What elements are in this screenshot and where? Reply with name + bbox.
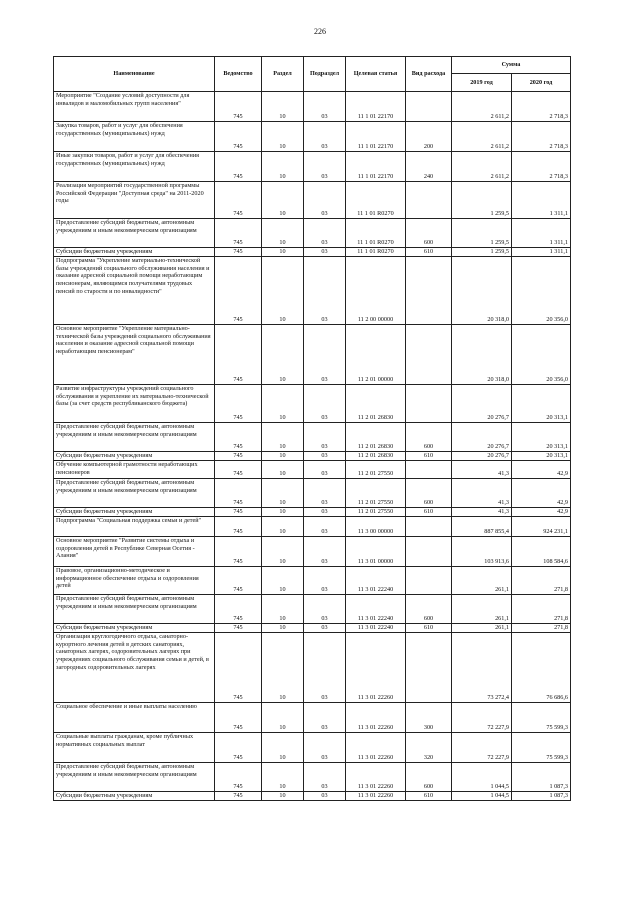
header-name: Наименование	[54, 57, 215, 92]
row-section: 10	[262, 152, 304, 182]
header-dept: Ведомство	[215, 57, 262, 92]
row-exp-type	[406, 257, 452, 325]
row-value-2020: 42,9	[512, 508, 571, 517]
row-dept: 745	[215, 479, 262, 508]
row-exp-type	[406, 182, 452, 219]
row-section: 10	[262, 633, 304, 703]
row-value-2020: 20 313,1	[512, 423, 571, 452]
table-row	[54, 461, 571, 479]
row-section: 10	[262, 517, 304, 537]
row-target: 11 3 01 22260	[346, 703, 406, 733]
row-exp-type: 600	[406, 423, 452, 452]
row-target: 11 1 01 22170	[346, 122, 406, 152]
row-name: Основное мероприятие "Развитие системы отдыха и оздоровления детей в Республике Северная Осетия - Алания"	[54, 537, 215, 567]
row-target: 11 1 01 22170	[346, 152, 406, 182]
row-exp-type: 610	[406, 452, 452, 461]
row-value-2020: 108 584,6	[512, 537, 571, 567]
row-section: 10	[262, 703, 304, 733]
row-value-2020: 75 599,3	[512, 733, 571, 763]
row-name: Субсидии бюджетным учреждениям	[54, 508, 215, 517]
row-name: Социальное обеспечение и иные выплаты населению	[54, 703, 215, 733]
row-dept: 745	[215, 567, 262, 595]
row-dept: 745	[215, 703, 262, 733]
row-dept: 745	[215, 257, 262, 325]
row-name: Предоставление субсидий бюджетным, автономным учреждениям и иным некоммерческим организациям	[54, 219, 215, 248]
row-section: 10	[262, 452, 304, 461]
row-target: 11 2 01 26830	[346, 452, 406, 461]
row-value-2020: 1 311,1	[512, 182, 571, 219]
row-value-2020: 271,8	[512, 567, 571, 595]
row-section: 10	[262, 248, 304, 257]
row-subsection: 03	[304, 733, 346, 763]
row-value-2020: 20 313,1	[512, 385, 571, 423]
row-subsection: 03	[304, 508, 346, 517]
row-value-2020: 42,9	[512, 461, 571, 479]
row-subsection: 03	[304, 537, 346, 567]
row-subsection: 03	[304, 92, 346, 122]
table-row	[54, 595, 571, 624]
row-target: 11 1 01 R0270	[346, 248, 406, 257]
table-row	[54, 182, 571, 219]
row-section: 10	[262, 325, 304, 385]
table-row	[54, 763, 571, 792]
row-dept: 745	[215, 508, 262, 517]
row-name: Подпрограмма "Социальная поддержка семьи и детей"	[54, 517, 215, 537]
row-value-2020: 75 599,3	[512, 703, 571, 733]
row-exp-type: 600	[406, 763, 452, 792]
page-number: 226	[314, 27, 326, 36]
row-section: 10	[262, 537, 304, 567]
row-value-2020: 1 087,3	[512, 763, 571, 792]
row-exp-type: 600	[406, 595, 452, 624]
row-target: 11 1 01 R0270	[346, 182, 406, 219]
row-dept: 745	[215, 92, 262, 122]
table-row	[54, 219, 571, 248]
row-value-2019: 41,3	[452, 461, 512, 479]
table-row	[54, 733, 571, 763]
row-exp-type	[406, 537, 452, 567]
row-subsection: 03	[304, 567, 346, 595]
row-name: Развитие инфраструктуры учреждений социального обслуживания и укрепление их материально-технической базы (за счет средств республиканского бюджета)	[54, 385, 215, 423]
row-target: 11 3 01 22260	[346, 763, 406, 792]
row-dept: 745	[215, 633, 262, 703]
row-exp-type: 610	[406, 624, 452, 633]
row-value-2020: 1 311,1	[512, 219, 571, 248]
row-target: 11 3 01 22260	[346, 733, 406, 763]
row-value-2019: 20 276,7	[452, 452, 512, 461]
table-row	[54, 567, 571, 595]
row-value-2020: 20 356,0	[512, 325, 571, 385]
row-target: 11 2 01 27550	[346, 479, 406, 508]
row-subsection: 03	[304, 633, 346, 703]
row-subsection: 03	[304, 219, 346, 248]
row-exp-type: 300	[406, 703, 452, 733]
row-subsection: 03	[304, 385, 346, 423]
row-subsection: 03	[304, 479, 346, 508]
row-value-2019: 1 259,5	[452, 182, 512, 219]
row-value-2019: 887 855,4	[452, 517, 512, 537]
row-value-2020: 20 356,0	[512, 257, 571, 325]
table-row	[54, 248, 571, 257]
table-row	[54, 452, 571, 461]
row-dept: 745	[215, 537, 262, 567]
row-dept: 745	[215, 733, 262, 763]
row-dept: 745	[215, 624, 262, 633]
row-subsection: 03	[304, 452, 346, 461]
row-target: 11 2 01 26830	[346, 423, 406, 452]
row-target: 11 2 01 27550	[346, 461, 406, 479]
table-row	[54, 92, 571, 122]
row-target: 11 3 01 22240	[346, 567, 406, 595]
row-name: Правовое, организационно-методическое и информационное обеспечение отдыха и оздоровления детей	[54, 567, 215, 595]
row-value-2019: 20 276,7	[452, 385, 512, 423]
row-value-2019: 20 276,7	[452, 423, 512, 452]
row-exp-type: 600	[406, 479, 452, 508]
table-row	[54, 508, 571, 517]
row-value-2019: 1 044,5	[452, 792, 512, 801]
row-value-2020: 1 311,1	[512, 248, 571, 257]
row-dept: 745	[215, 423, 262, 452]
row-name: Предоставление субсидий бюджетным, автономным учреждениям и иным некоммерческим организациям	[54, 595, 215, 624]
row-dept: 745	[215, 122, 262, 152]
row-value-2019: 261,1	[452, 624, 512, 633]
table-row	[54, 792, 571, 801]
row-target: 11 3 00 00000	[346, 517, 406, 537]
row-subsection: 03	[304, 248, 346, 257]
row-name: Социальные выплаты гражданам, кроме публичных нормативных социальных выплат	[54, 733, 215, 763]
row-dept: 745	[215, 517, 262, 537]
row-exp-type: 200	[406, 122, 452, 152]
row-name: Субсидии бюджетным учреждениям	[54, 452, 215, 461]
row-section: 10	[262, 792, 304, 801]
row-value-2019: 261,1	[452, 567, 512, 595]
row-value-2020: 924 231,1	[512, 517, 571, 537]
row-name: Реализация мероприятий государственной программы Российской Федерации "Доступная среда" на 2011-2020 годы	[54, 182, 215, 219]
row-section: 10	[262, 257, 304, 325]
row-section: 10	[262, 567, 304, 595]
row-dept: 745	[215, 219, 262, 248]
row-target: 11 1 01 22170	[346, 92, 406, 122]
row-name: Предоставление субсидий бюджетным, автономным учреждениям и иным некоммерческим организациям	[54, 763, 215, 792]
row-exp-type	[406, 461, 452, 479]
header-subsection: Подраздел	[304, 57, 346, 92]
row-value-2019: 73 272,4	[452, 633, 512, 703]
row-subsection: 03	[304, 763, 346, 792]
row-value-2019: 72 227,9	[452, 703, 512, 733]
table-row	[54, 624, 571, 633]
row-name: Подпрограмма "Укрепление материально-технической базы учреждений социального обслуживания населения и оказание адресной социальной помощи неработающим пенсионерам, являющимся получателями трудовых пенсий по старости и по инвалидности"	[54, 257, 215, 325]
row-value-2020: 271,8	[512, 595, 571, 624]
row-name: Субсидии бюджетным учреждениям	[54, 248, 215, 257]
row-value-2019: 72 227,9	[452, 733, 512, 763]
row-dept: 745	[215, 792, 262, 801]
header-sum: Сумма	[452, 57, 571, 74]
row-section: 10	[262, 92, 304, 122]
row-name: Иные закупки товаров, работ и услуг для обеспечения государственных (муниципальных) нужд	[54, 152, 215, 182]
row-exp-type	[406, 92, 452, 122]
row-subsection: 03	[304, 703, 346, 733]
row-value-2019: 20 318,0	[452, 257, 512, 325]
row-section: 10	[262, 461, 304, 479]
table-row	[54, 479, 571, 508]
header-2019: 2019 год	[452, 74, 512, 92]
table-row	[54, 385, 571, 423]
row-subsection: 03	[304, 461, 346, 479]
table-row	[54, 633, 571, 703]
row-value-2020: 271,8	[512, 624, 571, 633]
row-value-2019: 1 044,5	[452, 763, 512, 792]
row-exp-type	[406, 385, 452, 423]
row-subsection: 03	[304, 517, 346, 537]
row-exp-type	[406, 517, 452, 537]
row-subsection: 03	[304, 182, 346, 219]
row-dept: 745	[215, 248, 262, 257]
row-dept: 745	[215, 763, 262, 792]
row-dept: 745	[215, 452, 262, 461]
row-dept: 745	[215, 461, 262, 479]
table-row	[54, 537, 571, 567]
row-value-2019: 103 913,6	[452, 537, 512, 567]
row-exp-type: 240	[406, 152, 452, 182]
row-name: Мероприятие "Создание условий доступности для инвалидов и маломобильных групп населения"	[54, 92, 215, 122]
table-row	[54, 423, 571, 452]
row-target: 11 3 01 22240	[346, 624, 406, 633]
row-exp-type: 600	[406, 219, 452, 248]
row-exp-type	[406, 325, 452, 385]
row-target: 11 3 01 22240	[346, 595, 406, 624]
row-subsection: 03	[304, 624, 346, 633]
row-section: 10	[262, 763, 304, 792]
row-section: 10	[262, 733, 304, 763]
row-target: 11 3 01 22260	[346, 792, 406, 801]
row-name: Организация круглогодичного отдыха, санаторно-курортного лечения детей в детских санаториях, санаторных лагерях, оздоровительных лагерях при учреждениях социального обслуживания семьи и детей, в загородных оздоровительных лагерях	[54, 633, 215, 703]
row-name: Предоставление субсидий бюджетным, автономным учреждениям и иным некоммерческим организациям	[54, 423, 215, 452]
row-value-2020: 42,9	[512, 479, 571, 508]
row-name: Предоставление субсидий бюджетным, автономным учреждениям и иным некоммерческим организациям	[54, 479, 215, 508]
row-section: 10	[262, 219, 304, 248]
row-value-2020: 76 686,6	[512, 633, 571, 703]
row-section: 10	[262, 508, 304, 517]
row-section: 10	[262, 479, 304, 508]
row-value-2019: 2 611,2	[452, 152, 512, 182]
row-value-2019: 20 318,0	[452, 325, 512, 385]
row-value-2020: 2 718,3	[512, 92, 571, 122]
row-target: 11 2 01 26830	[346, 385, 406, 423]
row-value-2019: 2 611,2	[452, 122, 512, 152]
row-subsection: 03	[304, 325, 346, 385]
header-exp-type: Вид расхода	[406, 57, 452, 92]
row-value-2020: 2 718,3	[512, 152, 571, 182]
header-target: Целевая статья	[346, 57, 406, 92]
row-target: 11 1 01 R0270	[346, 219, 406, 248]
table-row	[54, 152, 571, 182]
row-exp-type: 320	[406, 733, 452, 763]
row-section: 10	[262, 624, 304, 633]
row-name: Основное мероприятие "Укрепление материально-технической базы учреждений социального обслуживания населения и оказание адресной социальной помощи неработающим пенсионерам"	[54, 325, 215, 385]
row-name: Субсидии бюджетным учреждениям	[54, 624, 215, 633]
row-subsection: 03	[304, 122, 346, 152]
row-exp-type: 610	[406, 792, 452, 801]
row-value-2019: 1 259,5	[452, 219, 512, 248]
budget-table	[53, 56, 571, 801]
table-row	[54, 122, 571, 152]
row-subsection: 03	[304, 152, 346, 182]
table-row	[54, 257, 571, 325]
row-dept: 745	[215, 182, 262, 219]
row-exp-type	[406, 567, 452, 595]
row-exp-type	[406, 633, 452, 703]
row-section: 10	[262, 182, 304, 219]
row-subsection: 03	[304, 423, 346, 452]
row-value-2019: 1 259,5	[452, 248, 512, 257]
row-value-2020: 2 718,3	[512, 122, 571, 152]
row-target: 11 3 01 22260	[346, 633, 406, 703]
row-dept: 745	[215, 595, 262, 624]
row-value-2020: 20 313,1	[512, 452, 571, 461]
row-name: Закупка товаров, работ и услуг для обеспечения государственных (муниципальных) нужд	[54, 122, 215, 152]
row-value-2020: 1 087,3	[512, 792, 571, 801]
row-name: Обучение компьютерной грамотности неработающих пенсионеров	[54, 461, 215, 479]
row-section: 10	[262, 385, 304, 423]
row-dept: 745	[215, 325, 262, 385]
table-row	[54, 703, 571, 733]
header-2020: 2020 год	[512, 74, 571, 92]
row-target: 11 2 01 00000	[346, 325, 406, 385]
row-subsection: 03	[304, 792, 346, 801]
row-value-2019: 41,3	[452, 508, 512, 517]
row-value-2019: 2 611,2	[452, 92, 512, 122]
table-body	[54, 92, 571, 801]
row-value-2019: 261,1	[452, 595, 512, 624]
row-section: 10	[262, 122, 304, 152]
row-target: 11 3 01 00000	[346, 537, 406, 567]
table-row	[54, 517, 571, 537]
row-exp-type: 610	[406, 248, 452, 257]
row-target: 11 2 01 27550	[346, 508, 406, 517]
row-exp-type: 610	[406, 508, 452, 517]
row-value-2019: 41,3	[452, 479, 512, 508]
table-row	[54, 325, 571, 385]
row-subsection: 03	[304, 257, 346, 325]
row-dept: 745	[215, 385, 262, 423]
row-section: 10	[262, 595, 304, 624]
row-subsection: 03	[304, 595, 346, 624]
row-name: Субсидии бюджетным учреждениям	[54, 792, 215, 801]
header-section: Раздел	[262, 57, 304, 92]
row-target: 11 2 00 00000	[346, 257, 406, 325]
row-section: 10	[262, 423, 304, 452]
row-dept: 745	[215, 152, 262, 182]
